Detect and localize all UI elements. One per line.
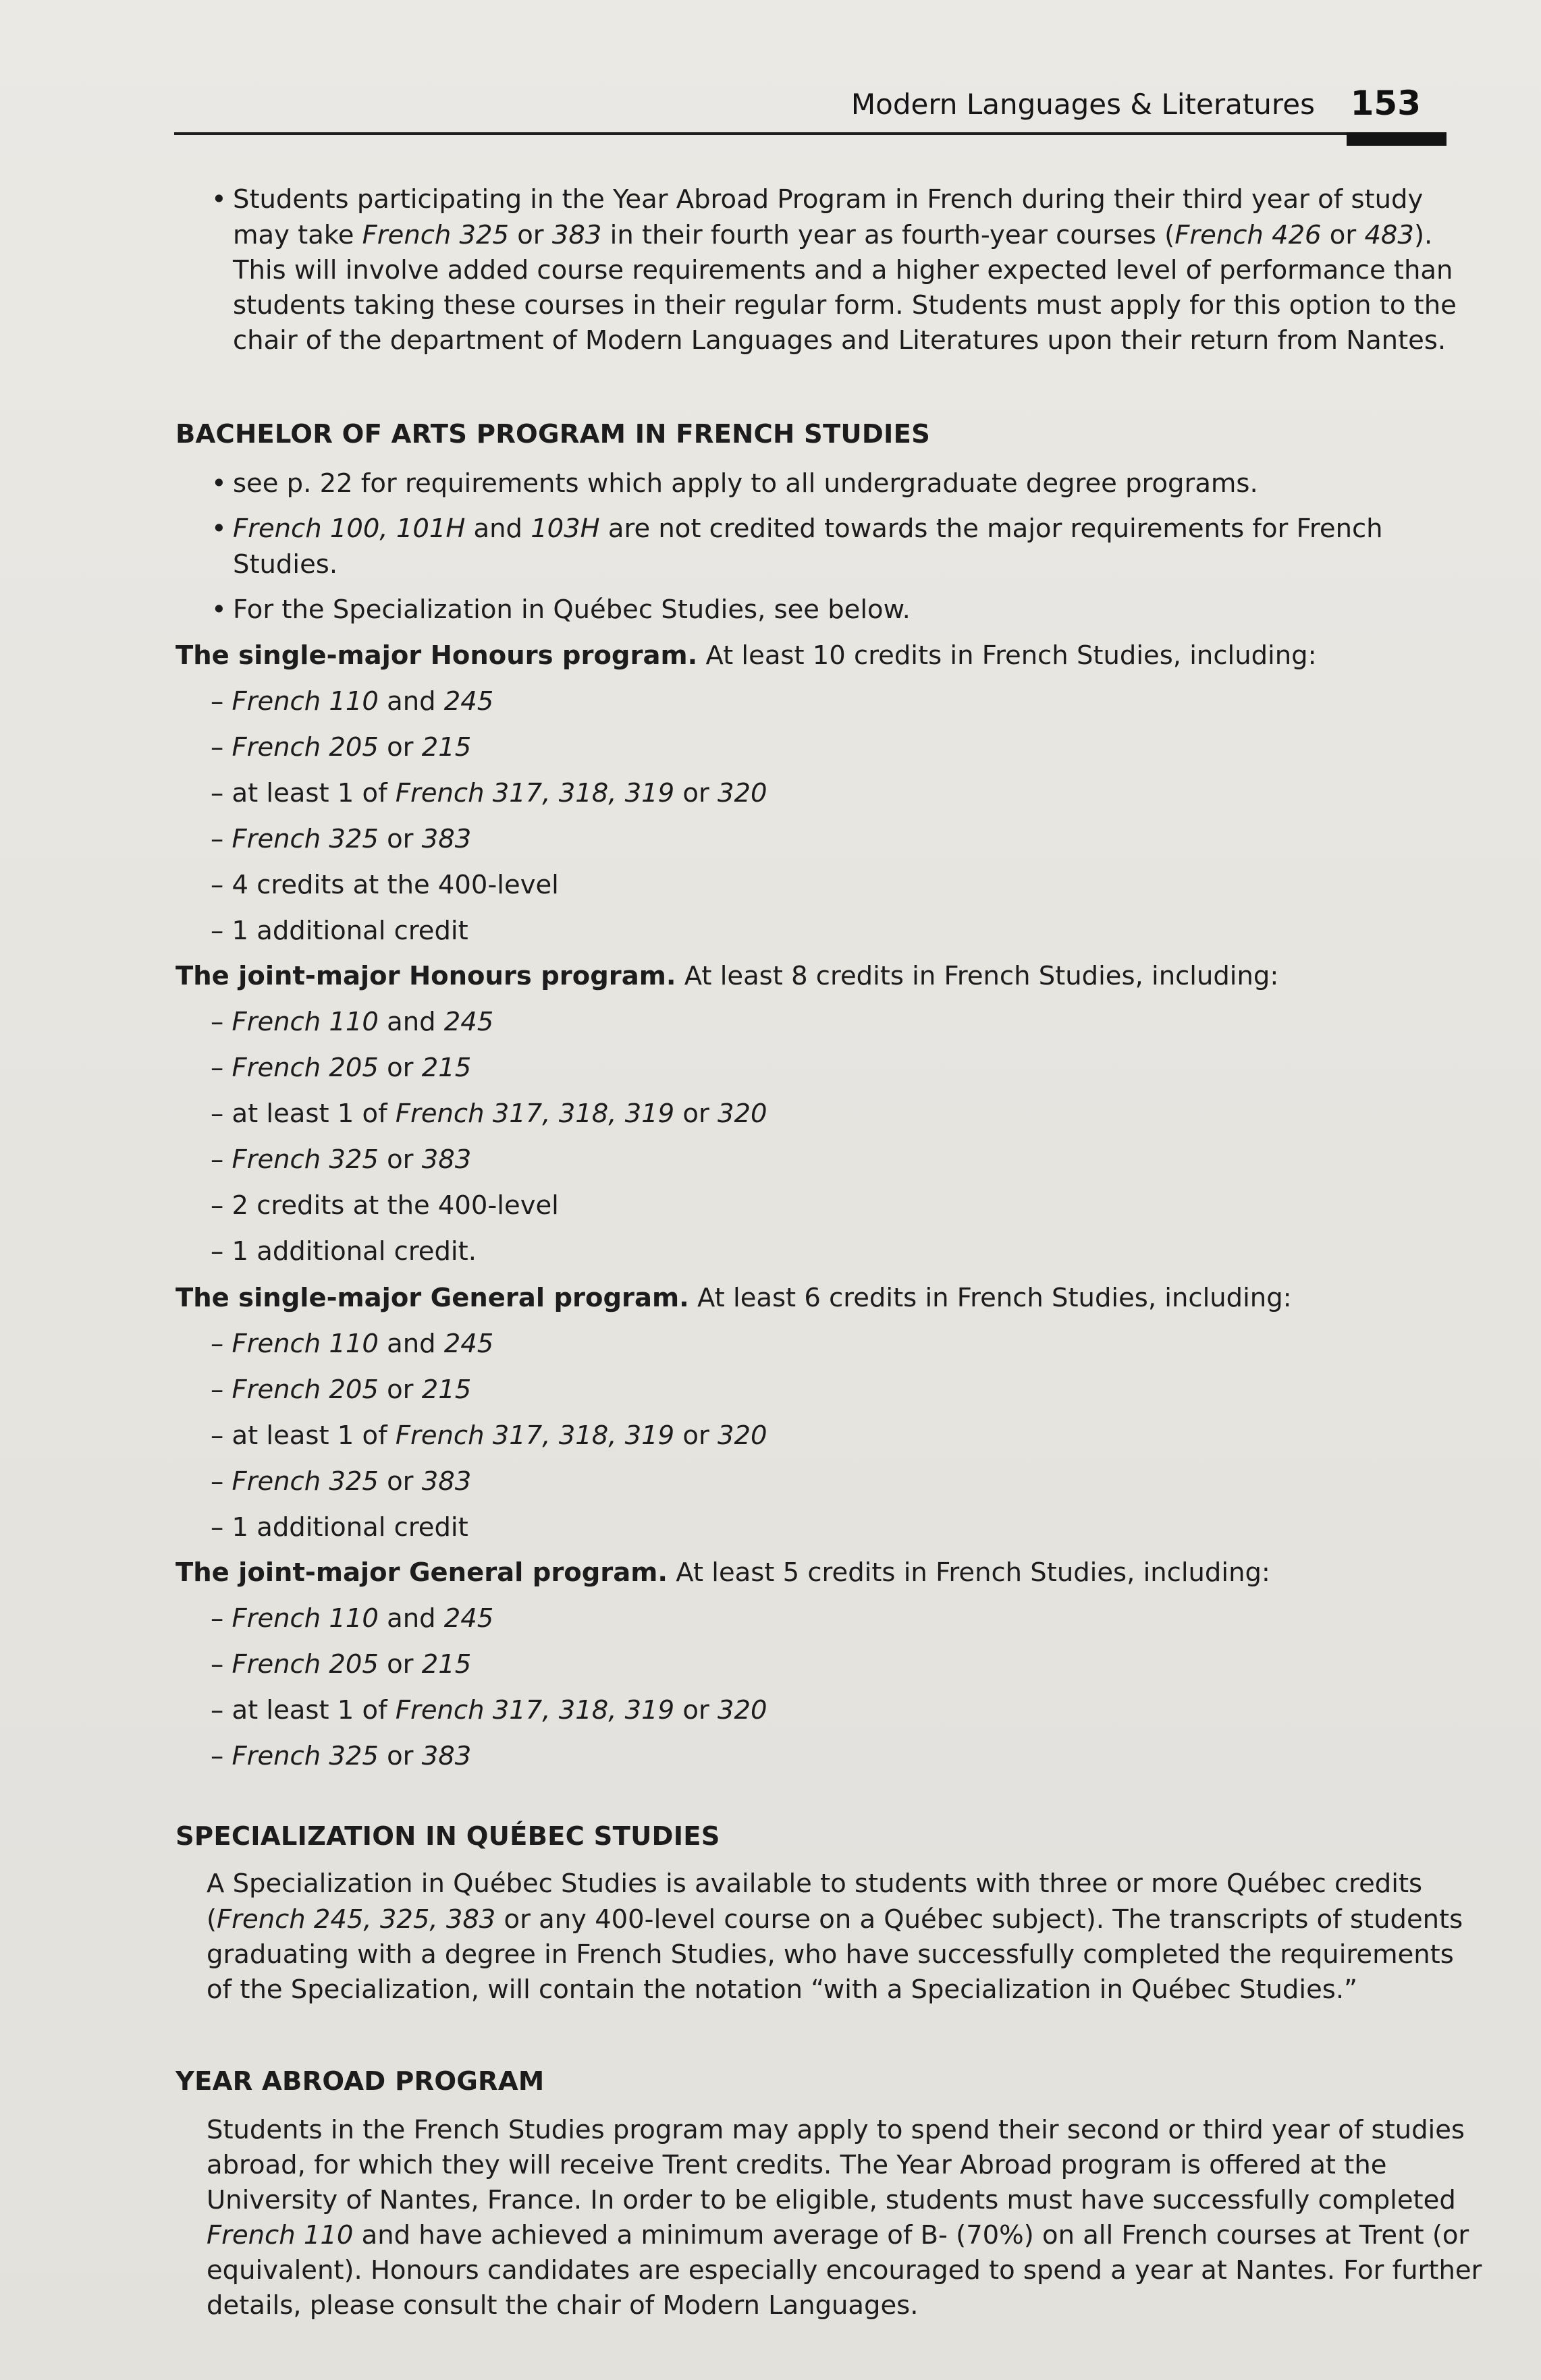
requirement-item: – French 325 or 383 (211, 1144, 472, 1175)
program-heading (175, 640, 1317, 671)
section-title: Modern Languages & Literatures (850, 88, 1315, 121)
bullet-icon: • (211, 468, 227, 499)
program-description: At least 5 credits in French Studies, including: (668, 1557, 1270, 1588)
requirement-item: – French 205 or 215 (211, 1649, 472, 1680)
requirement-item: – at least 1 of French 317, 318, 319 or 320 (211, 1695, 767, 1725)
program-title: The joint-major Honours program. (175, 961, 676, 991)
requirement-item: – 4 credits at the 400-level (211, 870, 559, 900)
requirement-item: – at least 1 of French 317, 318, 319 or 320 (211, 778, 767, 808)
abroad-paragraph-line: Students in the French Studies program may apply to spend their second or third year of studies (207, 2115, 1465, 2145)
requirement-item: – 2 credits at the 400-level (211, 1190, 559, 1221)
ba-bullet-line: see p. 22 for requirements which apply to all undergraduate degree programs. (233, 468, 1258, 499)
quebec-paragraph-line: of the Specialization, will contain the notation “with a Specialization in Québec Studies.” (207, 1974, 1357, 2005)
abroad-paragraph-line: French 110 and have achieved a minimum average of B- (70%) on all French courses at Trent (or (207, 2220, 1469, 2250)
requirement-item: – French 325 or 383 (211, 1466, 472, 1497)
requirement-item: – French 110 and 245 (211, 1603, 494, 1634)
abroad-paragraph-line: abroad, for which they will receive Trent credits. The Year Abroad program is offered at the (207, 2150, 1387, 2180)
requirement-item: – French 110 and 245 (211, 686, 494, 717)
ba-bullet-line: French 100, 101H and 103H are not credited towards the major requirements for French (233, 514, 1383, 544)
requirement-item: – French 205 or 215 (211, 1053, 472, 1083)
abroad-paragraph-line: University of Nantes, France. In order to be eligible, students must have successfully completed (207, 2185, 1456, 2215)
intro-paragraph-line: chair of the department of Modern Languages and Literatures upon their return from Nantes. (233, 325, 1447, 356)
abroad-heading: YEAR ABROAD PROGRAM (175, 2066, 545, 2097)
intro-paragraph-line: Students participating in the Year Abroad Program in French during their third year of study (233, 184, 1424, 215)
bullet-icon: • (211, 184, 227, 215)
requirement-item: – at least 1 of French 317, 318, 319 or 320 (211, 1420, 767, 1451)
program-description: At least 8 credits in French Studies, including: (676, 961, 1279, 991)
requirement-item: – French 110 and 245 (211, 1007, 494, 1037)
requirement-item: – 1 additional credit. (211, 1236, 477, 1267)
bullet-icon: • (211, 514, 227, 544)
quebec-paragraph-line: A Specialization in Québec Studies is available to students with three or more Québec credits (207, 1869, 1423, 1899)
quebec-heading: SPECIALIZATION IN QUÉBEC STUDIES (175, 1821, 720, 1852)
abroad-paragraph-line: equivalent). Honours candidates are especially encouraged to spend a year at Nantes. For further (207, 2255, 1482, 2286)
requirement-item: – at least 1 of French 317, 318, 319 or 320 (211, 1099, 767, 1129)
program-title: The single-major General program. (175, 1283, 689, 1313)
requirement-item: – French 325 or 383 (211, 824, 472, 854)
program-heading (175, 1557, 1270, 1588)
abroad-paragraph-line: details, please consult the chair of Modern Languages. (207, 2290, 919, 2321)
intro-paragraph-line: may take French 325 or 383 in their fourth year as fourth-year courses (French 426 or 483). (233, 220, 1433, 250)
program-description: At least 10 credits in French Studies, including: (697, 640, 1317, 671)
requirement-item: – 1 additional credit (211, 916, 468, 946)
intro-paragraph-line: students taking these courses in their regular form. Students must apply for this option to the (233, 290, 1457, 321)
program-heading (175, 1285, 1292, 1312)
program-description: At least 6 credits in French Studies, including: (688, 1283, 1292, 1313)
quebec-paragraph-line: (French 245, 325, 383 or any 400-level course on a Québec subject). The transcripts of students (207, 1904, 1463, 1935)
requirement-item: – 1 additional credit (211, 1512, 468, 1543)
quebec-paragraph-line: graduating with a degree in French Studies, who have successfully completed the requirements (207, 1939, 1454, 1970)
program-heading (175, 961, 1279, 991)
requirement-item: – French 205 or 215 (211, 732, 472, 763)
program-title: The single-major Honours program. (175, 640, 698, 671)
ba-bullet-line: For the Specialization in Québec Studies, see below. (233, 594, 911, 625)
page-number: 153 (1350, 84, 1421, 123)
bullet-icon: • (211, 594, 227, 625)
requirement-item: – French 205 or 215 (211, 1375, 472, 1405)
intro-paragraph-line: This will involve added course requirements and a higher expected level of performance than (233, 255, 1453, 285)
requirement-item: – French 325 or 383 (211, 1741, 472, 1771)
ba-heading: BACHELOR OF ARTS PROGRAM IN FRENCH STUDIES (175, 419, 931, 449)
program-title: The joint-major General program. (175, 1557, 668, 1588)
ba-bullet-line: Studies. (233, 549, 338, 580)
requirement-item: – French 110 and 245 (211, 1329, 494, 1359)
